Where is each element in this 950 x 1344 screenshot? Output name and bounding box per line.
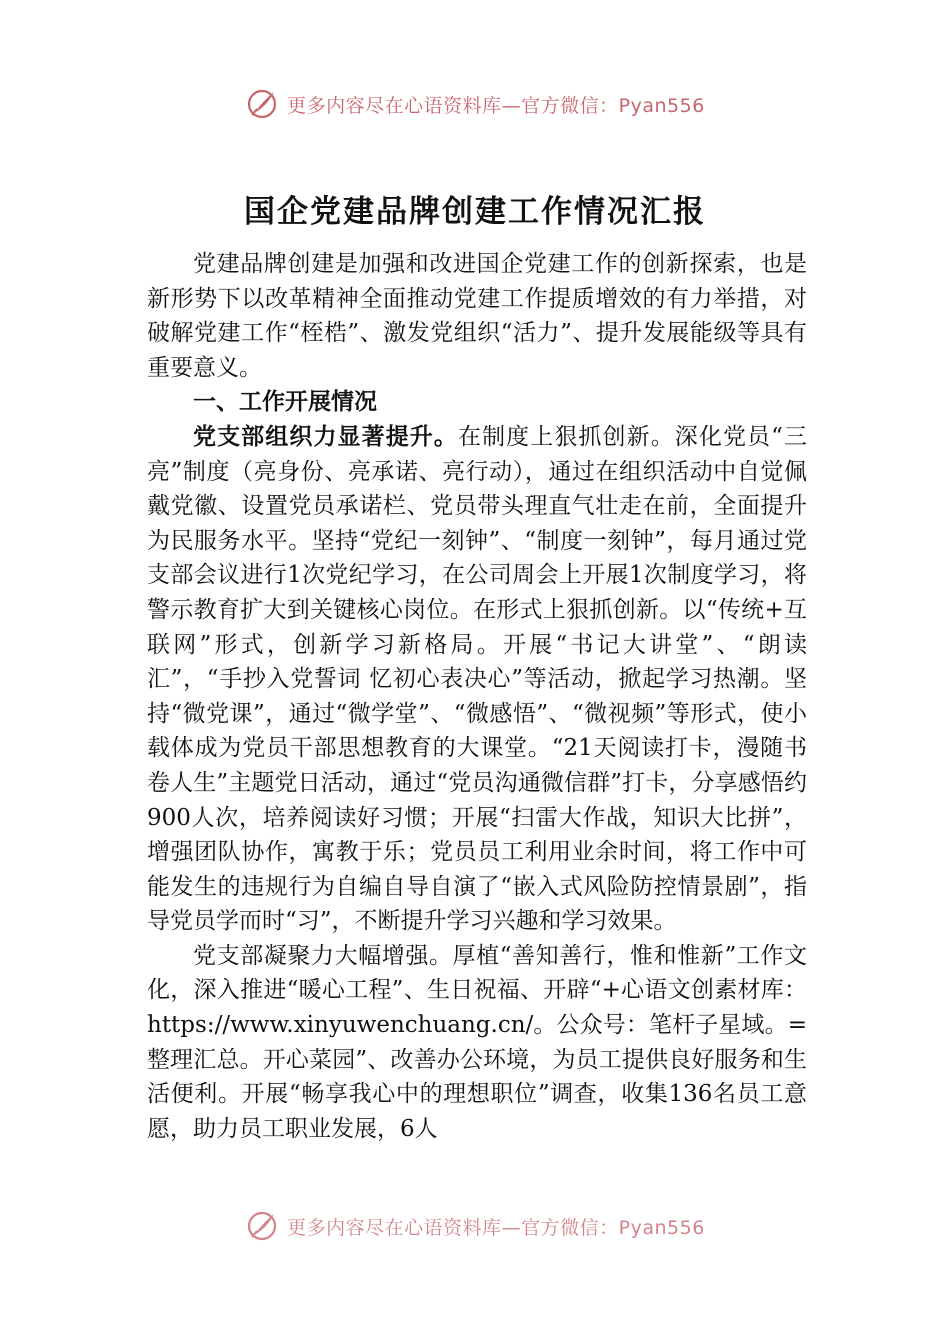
document-body xyxy=(147,247,807,1146)
watermark-text: 更多内容尽在心语资料库—官方微信：Pyan556 xyxy=(287,94,705,117)
quill-logo-icon xyxy=(245,87,279,121)
quill-logo-icon xyxy=(245,1209,279,1243)
paragraph-cohesion: 党支部凝聚力大幅增强。厚植“善知善行，惟和惟新”工作文化，深入推进“暖心工程”、生日祝福、开辟“+心语文创素材库：https://www.xinyuwenchuang.cn/。公众号：笔杆子星域。=整理汇总。开心菜园”、改善办公环境，为员工提供良好服务和生活便利。开展“畅享我心中的理想职位”调查，收集136名员工意愿，助力员工职业发展，6人 xyxy=(147,942,807,1142)
page-title: 国企党建品牌创建工作情况汇报 xyxy=(244,194,706,230)
watermark-text: 更多内容尽在心语资料库—官方微信：Pyan556 xyxy=(287,1216,705,1239)
intro-paragraph: 党建品牌创建是加强和改进国企党建工作的创新探索，也是新形势下以改革精神全面推动党建工作提质增效的有力举措，对破解党建工作“桎梏”、激发党组织“活力”、提升发展能级等具有重要意义。 xyxy=(147,251,807,381)
paragraph-text: 在制度上狠抓创新。深化党员“三亮”制度（亮身份、亮承诺、亮行动），通过在组织活动中自觉佩戴党徽、设置党员承诺栏、党员带头理直气壮走在前，全面提升为民服务水平。坚持“党纪一刻钟”、“制度一刻钟”，每月通过党支部会议进行1次党纪学习，在公司周会上开展1次制度学习，将警示教育扩大到关键核心岗位。在形式上狠抓创新。以“传统+互联网”形式，创新学习新格局。开展“书记大讲堂”、“朗读汇”，“手抄入党誓词 忆初心表决心”等活动，掀起学习热潮。坚持“微党课”，通过“微学堂”、“微感悟”、“微视频”等形式，使小载体成为党员干部思想教育的大课堂。“21天阅读打卡，漫随书卷人生”主题党日活动，通过“党员沟通微信群”打卡，分享感悟约900人次，培养阅读好习惯；开展“扫雷大作战，知识大比拼”，增强团队协作，寓教于乐；党员员工利用业余时间，将工作中可能发生的违规行为自编自导自演了“嵌入式风险防控情景剧”，指导党员学而时“习”，不断提升学习兴趣和学习效果。 xyxy=(147,423,807,935)
paragraph-lead: 党支部组织力显著提升。 xyxy=(193,422,458,450)
watermark-header xyxy=(0,84,950,124)
paragraph-organization xyxy=(147,420,807,939)
section-heading: 一、工作开展情况 xyxy=(193,388,377,416)
watermark-footer xyxy=(0,1206,950,1246)
